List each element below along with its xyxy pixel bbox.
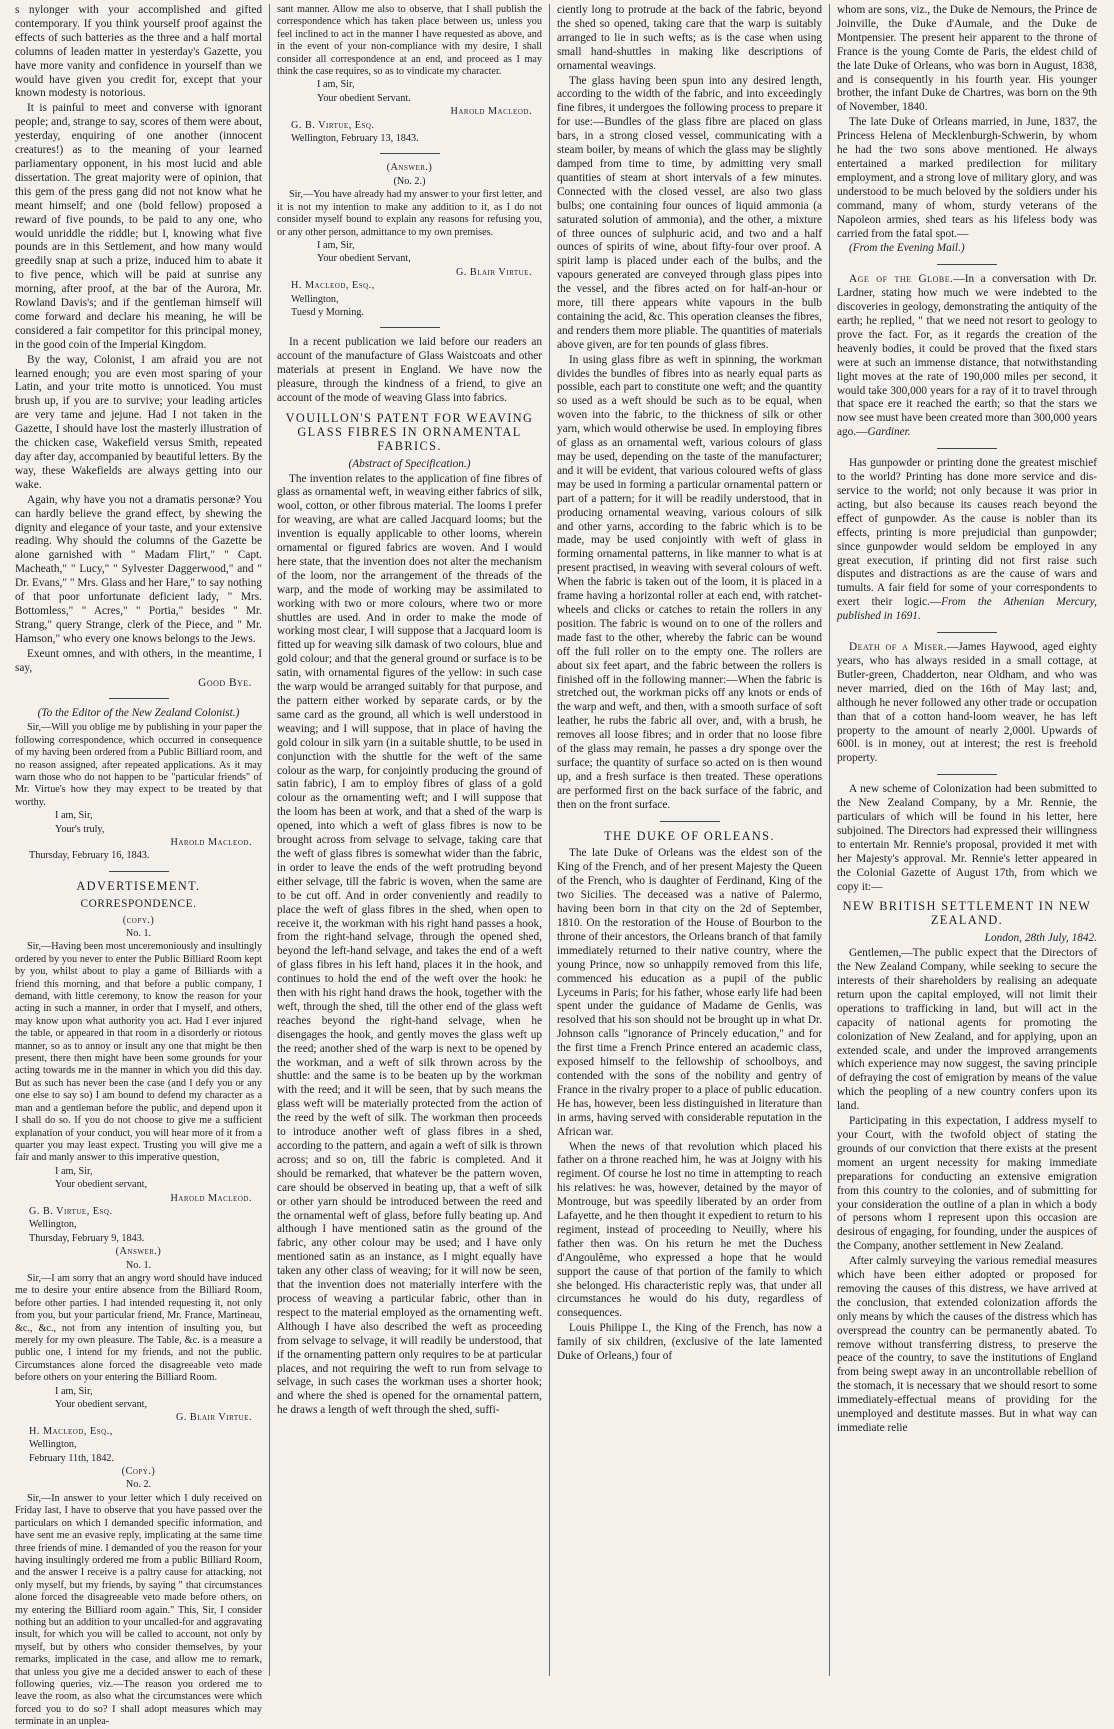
letter-number: (No. 2.) [393,175,426,187]
section-subheading: CORRESPONDENCE. [80,897,197,910]
paragraph: After calmly surveying the various remedial measures which have been either adopted or proposed for removing the causes of this distress, we have arrived at the conclusion, that extended colonization affords the only means by which the causes of the distress which has overspread the country can be permanently abated. To remove without transferring distress, to preserve the peace of the country, to save the institutions of England from being swept away in an uncontrollable rebellion of the stomach, it is necessary that we should resort to some immediately-effectual means of providing for the unemployed and destitute masses. But in what way can immediate relie [837,1255,1097,1434]
closing: Your obedient servant, [55,1179,148,1191]
closing: I am, Sir, [55,810,93,822]
letter-label: (Answer.) [386,162,433,174]
paragraph: When the news of that revolution which placed his father on a throne reached him, he was at Joigny with his regiment. Of course he lost no time in attempting to reach his relatives: he was, however, detained by the mayor of Montrouge, but was speedily liberated by an order from Lafayette, and he then thought it expedient to return to his regiment, instead of proceeding to Neuilly, where his father then was. On his return he met the Duchess d'Angoulême, who expressed a hope that he would support the cause of that portion of the family to which she belonged. His characteristic reply was, that under all circumstances he would do his duty, regardless of consequences. [557,1140,822,1320]
closing: I am, Sir, [55,1165,93,1177]
source-credit: Gardiner. [867,426,911,439]
closing: Your's truly, [55,823,105,835]
column-1 [8,4,270,1728]
letter-label: (Copy.) [121,1466,156,1478]
divider [380,153,440,154]
closing: Your obedient Servant, [317,253,411,265]
paragraph [837,641,1097,766]
paragraph [837,273,1097,440]
divider [380,327,440,328]
paragraph: The invention relates to the application of fine fibres of glass as ornamental weft, in weaving either fabrics of silk, wool, cotton, or other fibrous material. The looms I prefer for weaving, are what are called Jacquard looms; but the invention is equally applicable to other looms, wherein ornamental or figured fabrics are woven. And I would here state, that the invention does not alter the mechanism of the loom, nor the arrangement of the threads of the warp, and the mode of working may be assimilated to working with two or more colours, where two or more shuttles are used. And in order to make the mode of working most clear, I will suppose that a Jacquard loom is fitted up for weaving silk damask of two colours, blue and gold colour; and that the general ground or surface is to be satin, with ornamental figures of the yellow: in such case the warp would be arranged suitably for that purpose, and the pattern either worked by separate cards, or by the same card as the ground, all which is well understood in weaving; and I will suppose, that in place of having the gold colour in silk yarn (in a suitable shuttle, to be used in conjunction with the shuttle for the weft of the same colour as the warp, for conjointly producing the ground of satin fabric), I am to employ fibres of glass of a gold colour as the ornamenting weft; and I will suppose that the loom has been at work, and that a shed of the warp is opened, into which a weft of glass fibres is now to be brought across from selvage to selvage, taking care that the weft of glass fibres is somewhat wider than the fabric, in order to leave the ends of the weft protruding beyond either selvage, till the fabric is woven, when the same are to be cut off. And in order conveniently and readily to place the weft of glass fibres in the shed, when open to receive it, the workman with his right hand passes a hook, from the right-hand selvage, through the opened shed, beyond the left-hand selvage, and takes the end of a weft of glass fibres in his left hand, places it in the hook, and continues to hold the end of the weft over the hook: he then with his right hand draws the hook, together with the weft, through the shed, till the other end of the glass weft reaches beyond the right-hand selvage, when he disengages the hook, and gently moves the glass weft up the reed; another shed of the warp is next to be opened by the workman, and a weft of silk thrown across by the shuttle: and the same is to be beaten up by the workman with the reed; and it will be seen, that by such means the glass weft will be materially protected from the action of the reed by the weft of silk. The workman then proceeds to introduce another weft of glass fibres in a shed, according to the pattern, and again a weft of silk is thrown across; and so on, till the fabric is completed. And it should be remarked, that whatever be the pattern woven, care should be observed in beating up, that a weft of silk or other yarn should be introduced between the reed and the ornamental weft of glass, before fully beating up. And although I have mentioned satin as the ground of the fabric, any other colour may be used; and I have only mentioned satin as an instance, as I might equally have taken any other class of weaving; for it will now be seen, that the invention does not materially interfere with the process of weaving a particular fabric, other than in respect to the material employed as the ornamenting weft. Although I have also described the weft as proceeding from selvage to selvage, it will readily be understood, that if the ornamenting pattern only requires to be at particular places, and not requiring the weft to run from selvage to selvage, in such cases the workman uses a shorter hook; and where the shed is opened for the ornamental pattern, he draws a length of weft through the shed, suffi- [277,472,542,1417]
letter-number: No. 1. [125,928,152,939]
divider [109,698,169,699]
paragraph: The glass having been spun into any desired length, according to the width of the fabric, and into exceedingly fine fibres, it undergoes the following process to prepare it for use:—Bundles of the glass fibre are placed on glass bars, in a strong closed vessel, communicating with a steam boiler, by means of which the glass may be slightly damped from time to time, by admitting very small quantities of steam at short intervals of a few minutes. Connected with the closed vessel, are also two glass bulbs; one containing four ounces of liquid ammonia (a saturated solution of ammonia), and the other, a mixture of three ounces of sulphuric acid, and two and a half ounces of spirits of wine, about fifty-four over proof. A spirit lamp is placed under each of the bulbs, and the vapours generated are conveyed through glass pipes into the vessel, and the fibres acted on for half-an-hour or more, till there appears white vapours in the bulb containing the acid, &c. This operation cleanses the fibres, and renders them more pliable. The quantities of materials above given, are for ten pounds of glass fibres. [557,74,822,351]
paragraph: sant manner. Allow me also to observe, that I shall publish the correspondence which has taken place between us, unless you feel inclined to act in the manner I have requested as above, and in the event of your non-compliance with my desire, I shall consider all correspondence at an end, and proceed as I may think the case requires, so as to vindicate my character. [277,4,542,78]
paragraph: Sir,—In answer to your letter which I duly received on Friday last, I have to observe that you have passed over the particulars on which I demanded specific information, and have sent me an evasive reply, implicating at the same time three friends of mine. I demanded of you the reason for your having insultingly ordered me from a public Billiard Room, and the answer I receive is a paltry cause for attacking, not only myself, but my friends, by saying " that circumstances alone forced the disagreeable veto made before others, on my entering the Billiard room again." This, Sir, I consider nothing but an addition to your uncalled-for and aggravating insult, for which you will be called to account, not only by myself, but by others who consider themselves, by your remarks, implicated in the case, and allow me to remark, that unless you give me a decided answer to each of these following queries, viz.—The reason you ordered me to leave the room, as also what the circumstances were which forced you to do so? I shall adopt measures which may terminate in an unplea- [15,1492,262,1728]
paragraph: By the way, Colonist, I am afraid you are not learned enough; you are even most sparing of your Latin, and your trite motto is unnoticed. You must brush up, if you are to survive; your leading articles are very tame and jejune. Had I not taken in the Gazette, I should have lost the masterly illustration of the chicken case, Wakefield versus Smith, repeated day after day, accompanied by beautiful letters. By the way, these Wakefields are always getting into our wake. [15,353,262,491]
paragraph: Louis Philippe I., the King of the French, has now a family of six children, (exclusive of the late lamented Duke of Orleans,) four of [557,1322,822,1363]
signature: Harold Macleod. [170,1192,252,1204]
letter-label: (Answer.) [115,1246,162,1258]
dateline: Thursday, February 16, 1843. [29,850,150,862]
letter-heading: (To the Editor of the New Zealand Colonist.) [37,707,240,720]
source-credit: From the Athenian Mercury, published in 1691. [837,596,1097,623]
paragraph: The late Duke of Orleans was the eldest son of the King of the French, and of her present Majesty the Queen of the French, who is daughter of Ferdinand, King of the two Sicilies. The deceased was a native of Palermo, having been born in that city on the 2d of September, 1810. On the restoration of the House of Bourbon to the throne of their ancestors, the Orleans branch of that family immediately returned to their native country, where the young Prince, now so unhappily removed from this life, commenced his education as a pupil of the public Lyceums in Paris; for his father, whose early life had been spent under the guidance of Madame de Genlis, was resolved that his son should not be brought up in what Dr. Johnson calls "ignorance of Princely education," and for the first time a French Prince entered an academic class, exposed himself to the fellowship of schoolboys, and contended with the sons of the nobility and gentry of France in the rivalry proper to a place of public education. He has, however, been less distinguished in literature than in arms, having served with considerable reputation in the African war. [557,847,822,1138]
closing: I am, Sir, [317,239,355,251]
paragraph: Exeunt omnes, and with others, in the meantime, I say, [15,647,262,674]
letter-label: (copy.) [122,914,155,926]
paragraph: s nylonger with your accomplished and gifted contemporary. If you think yourself proof against the effects of such batteries as the three and a half mortal columns of leaden matter in yesterday's Gazette, you have more vanity and confidence in yourself than we would have given you credit for, except that your known modesty is notorious. [15,4,262,100]
article-heading: NEW BRITISH SETTLEMENT IN NEW ZEALAND. [842,899,1092,928]
paragraph: Again, why have you not a dramatis personæ? You can hardly believe the grand effect, by shewing the dignity and elegance of your taste, and your extensive reading. Why should the columns of the Gazette be alone garnished with " Madam Flirt," " Capt. Macheath," " Lucy," " Sylvester Daggerwood," and " Dr. Evans," " Mrs. Glass and her Hare," to say nothing of that poor unfortunate deficient lady, " Mrs. Bottomless," " Acres," " Portia," besides " Mr. Strang," query Strange, clerk of the Piece, and " Mr. Hamson," who every one knows belongs to the Jews. [15,493,262,645]
paragraph: It is painful to meet and converse with ignorant people; and, strange to say, scores of them were about, yesterday, enquiring of one another (innocent creatures!) as to the meaning of your learned parliamentary opponent, in his most lucid and able dissertation. The great majority were of opinion, that this gem of the press gang did not not know what he meant himself; and one (bold fellow) proposed a reward of five pounds, to be paid to any one, who would unriddle the riddle; but I, knowing what five pounds are in this Settlement, and how many would greedily snap at such a prize, induced him to abate it to five pence, which will be paid at sunrise any morning, after proof, at the bar of the Aurora, Mr. Rowland Davis's; and if the gentleman himself will come forward and declare his meaning, he will be considered a fair competitor for this principal money, in the good coin of the Imperial Kingdom. [15,102,262,351]
letter-number: No. 2. [125,1479,152,1491]
paragraph: The late Duke of Orleans married, in June, 1837, the Princess Helena of Mecklenburgh-Schwerin, by whom he had the two sons above mentioned. He always entertained a marked predilection for military employment, and a strong love of military glory, and was understood to be much beloved by the soldiers under his command, many of whom, sturdy veterans of the Napoleon armies, shed tears as his lifeless body was carried from the fatal spot.— [837,116,1097,240]
closing: Your obedient servant, [55,1399,148,1411]
article-subheading: (Abstract of Specification.) [348,457,471,470]
address: Wellington, [29,1439,77,1451]
dateline: London, 28th July, 1842. [984,932,1097,945]
section-heading: ADVERTISEMENT. [76,878,201,893]
article-heading: VOUILLON'S PATENT FOR WEAVING GLASS FIBRES IN ORNAMENTAL FABRICS. [285,410,534,453]
divider [109,871,169,872]
dateline: Thursday, February 9, 1843. [29,1232,145,1244]
address: G. B. Virtue, Esq. [29,1205,113,1217]
dateline: February 11th, 1842. [29,1452,115,1464]
signature: G. Blair Virtue. [175,1412,252,1424]
paragraph: whom are sons, viz., the Duke de Nemours, the Prince de Joinville, the Duke d'Aumale, and the Duke de Montpensier. The present heir apparent to the throne of France is the young Comte de Paris, the eldest child of the late Duke of Orleans, who was born in August, 1838, and is consequently in his fourth year. His younger brother, the infant Duke de Chartres, was born on the 9th of November, 1840. [837,4,1097,114]
divider [937,264,997,265]
dateline: Tuesd y Morning. [291,306,364,318]
divider [937,448,997,449]
article-heading: THE DUKE OF ORLEANS. [604,828,775,843]
paragraph [837,457,1097,624]
address: H. Macleod, Esq., [291,280,375,292]
paragraph: ciently long to protrude at the back of the fabric, beyond the shed so opened, taking care that the warp is suitably arranged to lie in such wefts; as is the case when using small hand-shuttles in making like descriptions of ornamental weavings. [557,4,822,72]
divider [937,774,997,775]
paragraph: Gentlemen,—The public expect that the Directors of the New Zealand Company, while seeking to secure the interests of their shareholders by realising an adequate return upon the capital employed, will not limit their operations to trafficking in land, but will act in the capacity of national agents for promoting the colonization of New Zealand, and for applying, upon an extended scale, and under the improved arrangements which experience may now suggest, the saving principle of defraying the cost of emigration by means of the value which the peopling of a new country confers upon its land. [837,947,1097,1113]
dateline: Wellington, February 13, 1843. [291,133,419,145]
closing: I am, Sir, [317,79,355,91]
paragraph: Sir,—You have already had my answer to your first letter, and it is not my intention to make any addition to it, as I do not consider myself bound to explain any reasons for refusing you, or any other person, admittance to my own premises. [277,189,542,238]
paragraph: Sir,—I am sorry that an angry word should have induced me to desire your entire absence from the Billiard Room, before other parties. I had intended requesting it, not only from you, but your particular friend, Mr. France, Martineau, &c., &c., not from any intention of insulting you, but merely for my own pleasure. The Table, &c. is a measure a public one, I intend for my friends, and not the public. Circumstances alone forced the disagreeable veto made before others on your entering the Billiard Room. [15,1272,262,1384]
paragraph-lead: Age of the Globe. [849,273,954,286]
column-3 [550,4,830,1676]
paragraph: A new scheme of Colonization had been submitted to the New Zealand Company, by a Mr. Rennie, the particulars of which will be found in his letter, here subjoined. The Directors had expressed their willingness to entertain Mr. Rennie's proposal, provided it met with her Majesty's approval. Mr. Rennie's letter appeared in the Colonial Gazette of August 17th, from which we copy it:— [837,783,1097,893]
address: Wellington, [29,1219,77,1231]
signature: Harold Macleod. [170,836,252,848]
paragraph: Participating in this expectation, I address myself to your Court, with the twofold object of stating the grounds of our conviction that there exists at the present moment an urgent necessity for making immediate preparations for conducting an extensive emigration from this country to the colonies, and of submitting for your consideration the outline of a plan in which a body of persons whom I represent upon this occasion are desirous of engaging, for founding, under the auspices of the Company, another settlement in New Zealand. [837,1115,1097,1253]
paragraph-text: —James Haywood, aged eighty years, who has always resided in a small cottage, at Butler-green, Chadderton, near Oldham, and who was never married, died on the 16th of May last; and, although he never followed any other trade or occupation than that of a cotton hand-loom weaver, he has left property to the amount of nearly 2,000l. Upwards of 600l. is in money, out at interest; the rest is freehold property. [837,641,1097,765]
paragraph: Sir,—Will you oblige me by publishing in your paper the following correspondence, which occurred in consequence of my having been ordered from a Public Billiard room, and no reason assigned, after repeated applications. As it may warn those who do not happen to be "particular friends" of Mr. Virtue's how they may expect to be treated by that worthy. [15,722,262,808]
source-credit: (From the Evening Mail.) [849,242,965,255]
signature: Good Bye. [198,676,252,689]
closing: Your obedient Servant. [317,92,411,104]
address: Wellington, [291,293,339,305]
column-2 [270,4,550,1676]
address: H. Macleod, Esq., [29,1425,113,1437]
paragraph: Sir,—Having been most unceremoniously and insultingly ordered by you never to enter the Public Billiard Room kept by you, whilst about to play a game of Billiards with a friend this morning, and that before a public company, I demand, with little ceremony, to know the reason for your acting in such a manner, in order that I myself, and others, may know upon what authority you act. Had I ever injured the table, or appeared in that room in a disorderly or riotous manner, so as to annoy or insult any one that might be then present, there then might have been some grounds for your acting towards me in the manner in which you did this day. But as such has never been the case (and I defy you or any one else to say so) I am bound to defend my character as a man and a gentleman before the public, and depend upon it I shall do so. If you do not choose to give me a sufficient explanation of your conduct, you will hear more of it from a quarter you may least expect. Trusting you will give me a fair and manly answer to this imperative question, [15,941,262,1164]
column-4 [830,4,1104,1676]
signature: Harold Macleod. [450,106,532,118]
closing: I am, Sir, [55,1385,93,1397]
address: G. B. Virtue, Esq. [291,119,375,131]
divider [937,632,997,633]
letter-number: No. 1. [125,1259,152,1271]
divider [660,821,720,822]
signature: G. Blair Virtue. [455,266,532,278]
paragraph-text: —In a conversation with Dr. Lardner, stating how much we were indebted to the discoveries in geology, demonstrating the antiquity of the earth; he replied, " that we need not resort to geology to prove the fact. For, as it regards the creation of the heavenly bodies, it could be proved that the fixed stars were at such an immense distance, that notwithstanding light moves at the rate of 190,000 miles per second, it would take 300,000 years for a ray of it to travel through that space ere it reached the earth; so that the stars we now see must have been created more than 300,000 years ago.— [837,273,1097,439]
paragraph: In using glass fibre as weft in spinning, the workman divides the bundles of fibres into as nearly equal parts as possible, each part to constitute one weft; and the quantity so used as a weft should be such as to be equal, when woven into the fabric, to the thickness of silk or other yarn, which would otherwise be used. In employing fibres of glass as an ornamental weft, various colours of glass may be used, depending on the taste of the manufacturer; and it will be evident, that various coloured wefts of glass may be used in forming a particular ornamental pattern or part of a pattern; for it will be readily understood, that in producing ornamental weaving, various colours of silk and other yarns, according to the fabric which is to be made, may be used conjointly with weft of glass in forming ornamental patterns, in like manner to what is at present practised, in weaving with several colours of weft. When the fabric is taken out of the loom, it is placed in a frame having a horizontal roller at each end, with ratchet-wheels and clicks or catches to retain the rollers in any position. The fabric is wound on to one of the rollers and made fast to the other, whereby the fabric can be wound off the full roller on to the empty one. The rollers are about six feet apart, and the fabric between the rollers is finished off in the following manner:—When the fabric is stretched out, the workman picks off any knots or ends of the warp and weft, and then, with a smooth surface of soft leather, he rubs the fabric all over, and, with a brush, he removes all loose fibres; and in order that no loose fibre of the glass may remain, he passes a dry sponge over the surface; the quantity of surface so acted on is then wound up, and a fresh surface is then treated. These operations are performed first on the back surface of the fabric, and then on the front surface. [557,353,822,811]
paragraph-lead: Death of a Miser. [849,641,948,654]
paragraph: In a recent publication we laid before our readers an account of the manufacture of Glass Waistcoats and other materials at present in England. We have now the pleasure, through the kindness of a friend, to give an account of the mode of weaving Glass into fabrics. [277,336,542,404]
paragraph-text: Has gunpowder or printing done the greatest mischief to the world? Printing has done more service and dis-service to the world; not only because it was prior in acting, but also because its causes reach beyond the effect of gunpowder. As the cause is nobler than its effects, printing is more prejudicial than gunpowder; since gunpowder would seldom be employed in any great execution, if printing did not first raise such disputes and distractions as are the cause of wars and tumults. A fair field for some of your correspondents to exert their logic.— [837,457,1097,609]
